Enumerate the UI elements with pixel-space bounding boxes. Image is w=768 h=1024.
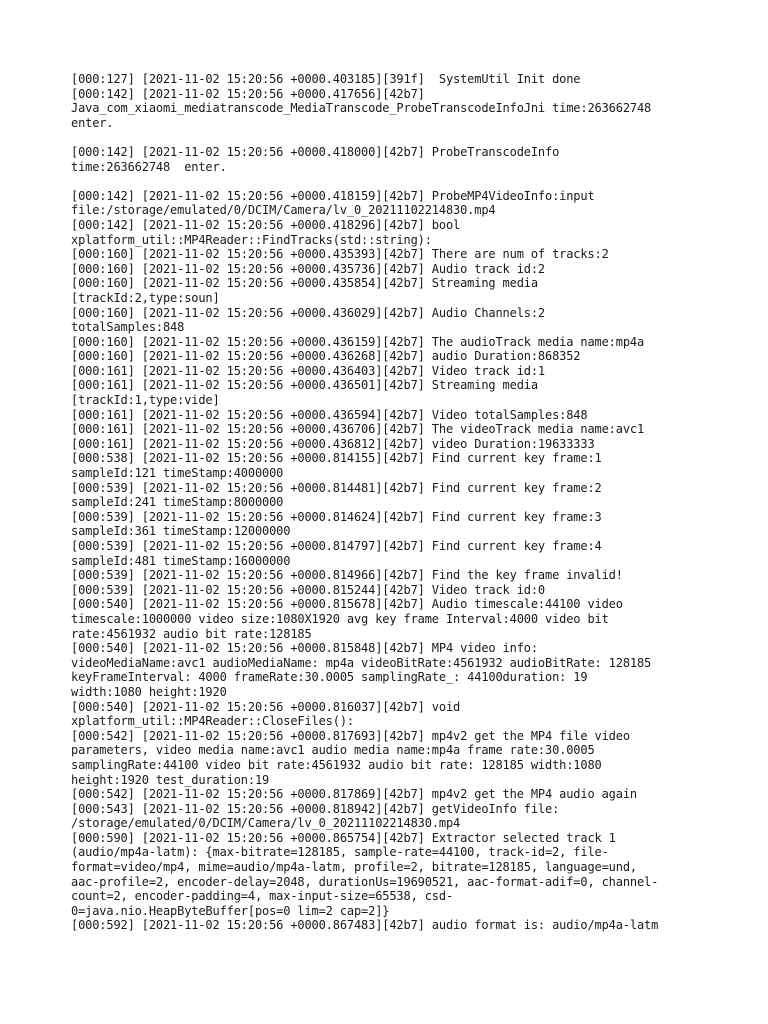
log-line: [000:161] [2021-11-02 15:20:56 +0000.436594][42b7] Video totalSamples:848 <box>71 407 588 422</box>
log-line: [000:539] [2021-11-02 15:20:56 +0000.814624][42b7] Find current key frame:3 <box>71 509 602 524</box>
log-line: sampleId:361 timeStamp:12000000 <box>71 524 291 539</box>
log-line: [000:142] [2021-11-02 15:20:56 +0000.417656][42b7] <box>71 86 425 101</box>
log-line: [000:127] [2021-11-02 15:20:56 +0000.403185][391f] SystemUtil Init done <box>71 72 581 86</box>
log-line: [000:142] [2021-11-02 15:20:56 +0000.418000][42b7] ProbeTranscodeInfo <box>71 144 560 159</box>
log-line: Java_com_xiaomi_mediatranscode_MediaTranscode_ProbeTranscodeInfoJni time:263662748 <box>71 101 652 116</box>
log-line: [000:539] [2021-11-02 15:20:56 +0000.815244][42b7] Video track id:0 <box>71 582 545 597</box>
log-line: [000:539] [2021-11-02 15:20:56 +0000.814797][42b7] Find current key frame:4 <box>71 539 602 553</box>
log-line: time:263662748 enter. <box>71 159 227 174</box>
log-line: [000:540] [2021-11-02 15:20:56 +0000.815848][42b7] MP4 video info: <box>71 641 538 656</box>
log-line: sampleId:121 timeStamp:4000000 <box>71 466 284 481</box>
log-line: [000:160] [2021-11-02 15:20:56 +0000.436268][42b7] audio Duration:868352 <box>71 349 581 364</box>
log-line: /storage/emulated/0/DCIM/Camera/lv_0_20211102214830.mp4 <box>71 816 461 831</box>
log-line: [000:160] [2021-11-02 15:20:56 +0000.436159][42b7] The audioTrack media name:mp4a <box>71 334 645 349</box>
log-line: count=2, encoder-padding=4, max-input-size=65538, csd- <box>71 889 454 904</box>
log-line: aac-profile=2, encoder-delay=2048, durationUs=19690521, aac-format-adif=0, channel- <box>71 874 659 889</box>
log-line: timescale:1000000 video size:1080X1920 avg key frame Interval:4000 video bit <box>71 611 609 626</box>
log-line: parameters, video media name:avc1 audio media name:mp4a frame rate:30.0005 <box>71 743 595 758</box>
log-line: [000:542] [2021-11-02 15:20:56 +0000.817869][42b7] mp4v2 get the MP4 audio again <box>71 787 637 802</box>
log-line: sampleId:241 timeStamp:8000000 <box>71 495 284 510</box>
log-line: [000:160] [2021-11-02 15:20:56 +0000.435736][42b7] Audio track id:2 <box>71 261 545 276</box>
log-line: [000:142] [2021-11-02 15:20:56 +0000.418159][42b7] ProbeMP4VideoInfo:input <box>71 188 595 203</box>
log-blank-line <box>71 174 711 189</box>
log-line: [trackId:1,type:vide] <box>71 393 220 408</box>
log-line: enter. <box>71 115 114 130</box>
log-line: [000:539] [2021-11-02 15:20:56 +0000.814966][42b7] Find the key frame invalid! <box>71 568 623 583</box>
log-line: [trackId:2,type:soun] <box>71 290 220 305</box>
log-line: keyFrameInterval: 4000 frameRate:30.0005 samplingRate_: 44100duration: 19 <box>71 670 588 685</box>
log-line: videoMediaName:avc1 audioMediaName: mp4a videoBitRate:4561932 audioBitRate: 128185 <box>71 655 652 670</box>
log-line: xplatform_util::MP4Reader::CloseFiles(): <box>71 714 354 729</box>
log-line: [000:160] [2021-11-02 15:20:56 +0000.435393][42b7] There are num of tracks:2 <box>71 247 609 262</box>
log-line: [000:161] [2021-11-02 15:20:56 +0000.436501][42b7] Streaming media <box>71 378 538 393</box>
log-line: [000:538] [2021-11-02 15:20:56 +0000.814155][42b7] Find current key frame:1 <box>71 451 602 466</box>
log-line: [000:592] [2021-11-02 15:20:56 +0000.867483][42b7] audio format is: audio/mp4a-latm <box>71 918 659 933</box>
log-line: rate:4561932 audio bit rate:128185 <box>71 626 312 641</box>
log-line: [000:540] [2021-11-02 15:20:56 +0000.815678][42b7] Audio timescale:44100 video <box>71 597 623 612</box>
log-line: xplatform_util::MP4Reader::FindTracks(std::string): <box>71 232 432 247</box>
log-line: sampleId:481 timeStamp:16000000 <box>71 553 291 568</box>
log-line: (audio/mp4a-latm): {max-bitrate=128185, sample-rate=44100, track-id=2, file- <box>71 845 609 860</box>
log-line: [000:590] [2021-11-02 15:20:56 +0000.865754][42b7] Extractor selected track 1 <box>71 830 616 845</box>
log-text-block <box>71 72 711 933</box>
log-line: [000:161] [2021-11-02 15:20:56 +0000.436706][42b7] The videoTrack media name:avc1 <box>71 422 645 437</box>
log-line: width:1080 height:1920 <box>71 684 227 699</box>
log-line: [000:540] [2021-11-02 15:20:56 +0000.816037][42b7] void <box>71 699 461 714</box>
log-line: format=video/mp4, mime=audio/mp4a-latm, profile=2, bitrate=128185, language=und, <box>71 860 637 875</box>
log-blank-line <box>71 130 711 145</box>
log-line: [000:539] [2021-11-02 15:20:56 +0000.814481][42b7] Find current key frame:2 <box>71 480 602 495</box>
log-line: [000:160] [2021-11-02 15:20:56 +0000.436029][42b7] Audio Channels:2 <box>71 305 545 320</box>
log-line: [000:161] [2021-11-02 15:20:56 +0000.436812][42b7] video Duration:19633333 <box>71 436 595 451</box>
log-line: [000:142] [2021-11-02 15:20:56 +0000.418296][42b7] bool <box>71 217 461 232</box>
log-line: [000:160] [2021-11-02 15:20:56 +0000.435854][42b7] Streaming media <box>71 276 538 291</box>
log-line: totalSamples:848 <box>71 320 185 335</box>
log-line: file:/storage/emulated/0/DCIM/Camera/lv_0_20211102214830.mp4 <box>71 203 496 218</box>
log-line: samplingRate:44100 video bit rate:4561932 audio bit rate: 128185 width:1080 <box>71 757 602 772</box>
log-line: height:1920 test_duration:19 <box>71 772 270 787</box>
log-line: [000:543] [2021-11-02 15:20:56 +0000.818942][42b7] getVideoInfo file: <box>71 801 560 816</box>
log-line: [000:161] [2021-11-02 15:20:56 +0000.436403][42b7] Video track id:1 <box>71 363 545 378</box>
log-line: [000:542] [2021-11-02 15:20:56 +0000.817693][42b7] mp4v2 get the MP4 file video <box>71 728 630 743</box>
log-line: 0=java.nio.HeapByteBuffer[pos=0 lim=2 cap=2]} <box>71 903 390 918</box>
